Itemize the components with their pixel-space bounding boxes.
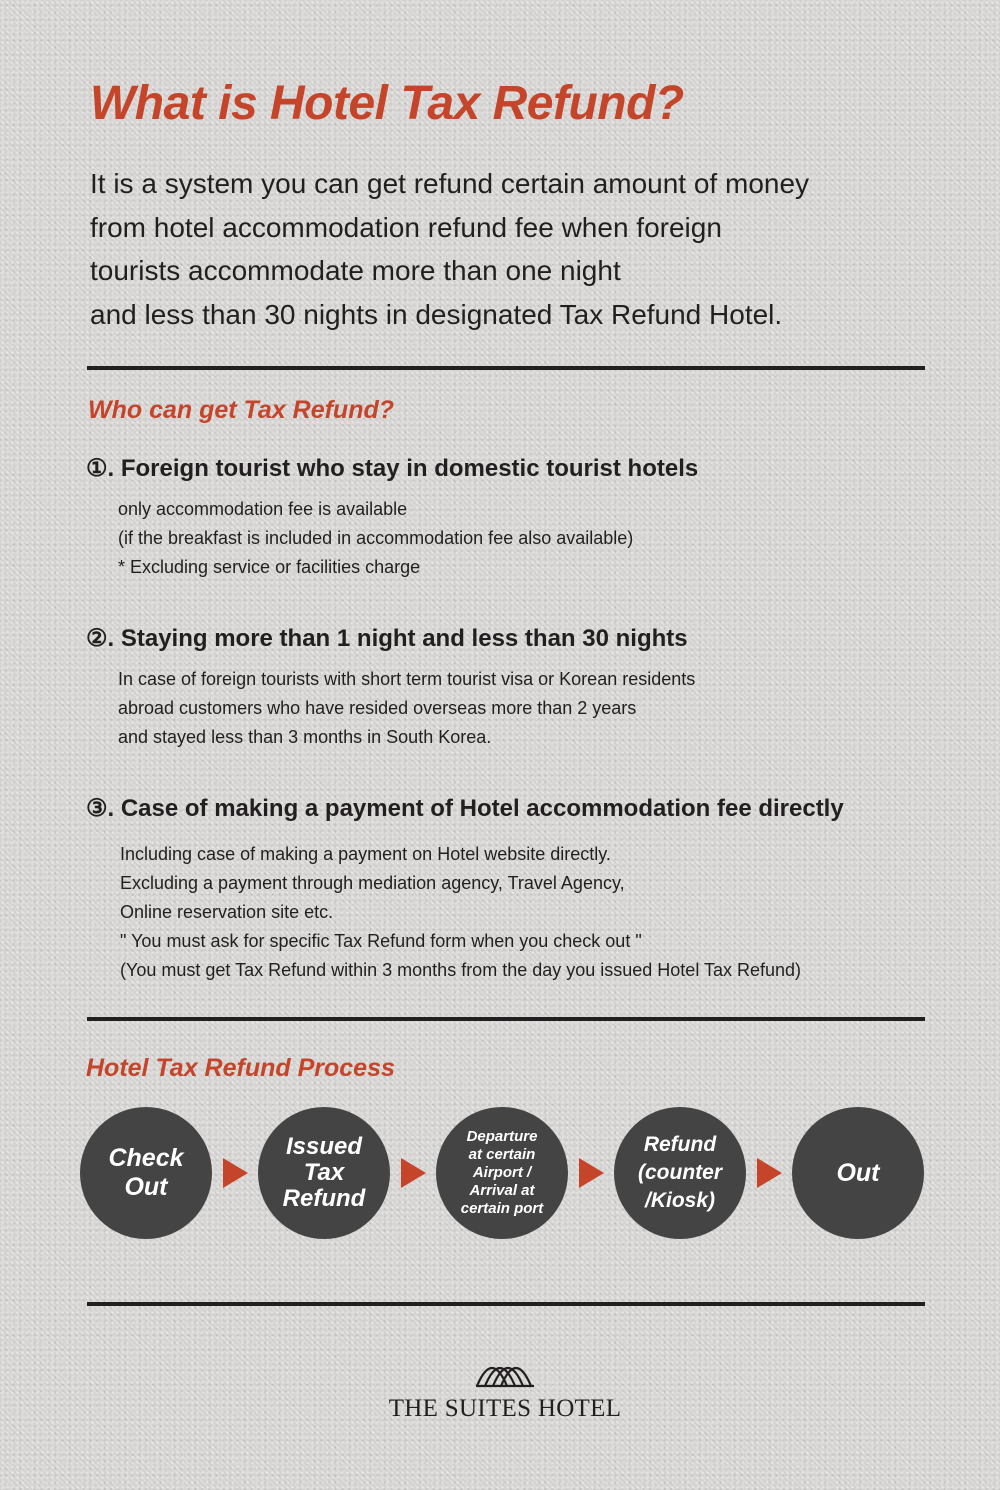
body-line: Including case of making a payment on Hotel website directly. — [120, 844, 611, 864]
divider — [87, 1302, 925, 1306]
eligibility-body-2 — [118, 665, 695, 752]
intro-line: from hotel accommodation refund fee when foreign — [90, 211, 722, 243]
arrow-right-icon — [757, 1158, 782, 1188]
brand-name: THE SUITES HOTEL — [388, 1395, 622, 1422]
process-step-out — [792, 1107, 924, 1239]
body-line: Online reservation site etc. — [120, 902, 334, 922]
process-step-departure-arrival — [436, 1107, 568, 1239]
eligibility-heading-3: ③. Case of making a payment of Hotel accommodation fee directly — [86, 795, 844, 822]
body-line: (You must get Tax Refund within 3 months from the day you issued Hotel Tax Refund) — [120, 960, 802, 980]
eligibility-body-3 — [120, 840, 801, 985]
body-line: and stayed less than 3 months in South Korea. — [118, 727, 492, 747]
intro-line: and less than 30 nights in designated Tax Refund Hotel. — [90, 298, 783, 330]
arrow-right-icon — [401, 1158, 426, 1188]
body-line: (if the breakfast is included in accommodation fee also available) — [118, 528, 634, 548]
divider — [87, 1017, 925, 1021]
body-line: only accommodation fee is available — [118, 499, 408, 519]
process-step-issued-tax-refund — [258, 1107, 390, 1239]
body-line: * Excluding service or facilities charge — [118, 557, 421, 577]
body-line: Excluding a payment through mediation agency, Travel Agency, — [120, 873, 625, 893]
process-step-refund — [614, 1107, 746, 1239]
page-title: What is Hotel Tax Refund? — [90, 77, 684, 130]
step-label: Departure at certain Airport / Arrival at certain port — [460, 1128, 544, 1217]
eligibility-heading-2: ②. Staying more than 1 night and less than 30 nights — [86, 625, 688, 652]
body-line: abroad customers who have resided overseas more than 2 years — [118, 698, 637, 718]
step-label: Out — [836, 1158, 880, 1187]
step-label: Issued Tax Refund — [282, 1133, 366, 1212]
suites-hotel-logo-icon — [474, 1352, 536, 1393]
arrow-right-icon — [579, 1158, 604, 1188]
intro-paragraph — [90, 162, 950, 336]
eligibility-body-1 — [118, 495, 633, 582]
arrow-right-icon — [223, 1158, 248, 1188]
intro-line: It is a system you can get refund certain amount of money — [90, 168, 810, 199]
section-title-who: Who can get Tax Refund? — [88, 396, 395, 424]
step-label: Refund (counter /Kiosk) — [638, 1133, 722, 1212]
body-line: " You must ask for specific Tax Refund form when you check out " — [120, 931, 642, 951]
body-line: In case of foreign tourists with short term tourist visa or Korean residents — [118, 669, 696, 689]
process-step-check-out — [80, 1107, 212, 1239]
step-label: Check Out — [108, 1144, 184, 1201]
intro-line: tourists accommodate more than one night — [90, 255, 621, 286]
divider — [87, 366, 925, 370]
eligibility-heading-1: ①. Foreign tourist who stay in domestic tourist hotels — [86, 455, 699, 482]
section-title-process: Hotel Tax Refund Process — [86, 1054, 395, 1082]
